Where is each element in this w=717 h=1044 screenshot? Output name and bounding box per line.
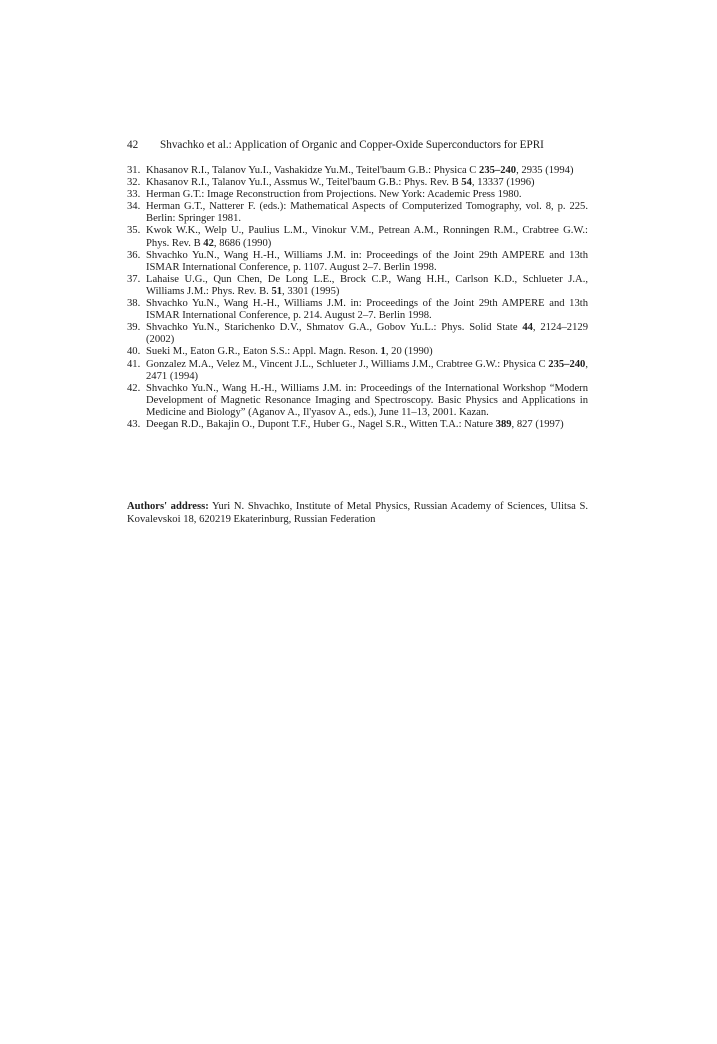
running-title: Shvachko et al.: Application of Organic and Copper-Oxide Superconductors for EPRI xyxy=(160,139,544,151)
reference-volume: 54 xyxy=(461,177,472,189)
reference-number: 41. xyxy=(127,358,141,370)
reference-segment: Lahaise U.G., Qun Chen, De Long L.E., Brock C.P., Wang H.H., Carlson K.D., Schlueter J.A., Williams J.M.: Phys. Rev. B. xyxy=(146,273,588,297)
reference-segment: Shvachko Yu.N., Wang H.-H., Williams J.M. in: Proceedings of the International Workshop “Modern Development of Magnetic Resonance Imaging and Spectroscopy. Basic Physics and Applications in Medicine and Biology” (Aganov A., Il'yasov A., eds.), June 11–13, 2001. Kazan. xyxy=(146,382,588,418)
reference-segment: , 827 (1997) xyxy=(511,418,564,430)
reference-number: 37. xyxy=(127,273,141,285)
reference-item xyxy=(127,189,588,201)
reference-item xyxy=(127,165,588,177)
reference-segment: , 8686 (1990) xyxy=(213,237,272,249)
reference-segment: Shvachko Yu.N., Starichenko D.V., Shmatov G.A., Gobov Yu.L.: Phys. Solid State xyxy=(146,322,523,334)
authors-address-label: Authors' address: xyxy=(127,501,209,512)
reference-text xyxy=(146,359,588,383)
reference-volume: 44 xyxy=(522,322,533,334)
reference-segment: Khasanov R.I., Talanov Yu.I., Vashakidze Yu.M., Teitel'baum G.B.: Physica C xyxy=(146,165,480,176)
reference-segment: , 20 (1990) xyxy=(385,346,433,358)
reference-segment: Herman G.T.: Image Reconstruction from Projections. New York: Academic Press 1980. xyxy=(146,189,522,201)
reference-number: 42. xyxy=(127,382,141,394)
reference-text xyxy=(146,250,588,274)
reference-item xyxy=(127,201,588,225)
reference-number: 33. xyxy=(127,189,141,201)
running-header xyxy=(127,138,597,152)
reference-segment: Shvachko Yu.N., Wang H.-H., Williams J.M. in: Proceedings of the Joint 29th AMPERE and 13th ISMAR International Conference, p. 1107. August 2–7. Berlin 1998. xyxy=(146,249,588,273)
reference-text xyxy=(146,346,588,358)
reference-number: 34. xyxy=(127,201,141,213)
reference-number: 43. xyxy=(127,418,141,430)
reference-number: 32. xyxy=(127,177,141,189)
reference-text xyxy=(146,177,588,189)
reference-volume: 51 xyxy=(271,285,283,297)
reference-volume: 235–240 xyxy=(548,358,586,370)
reference-volume: 235–240 xyxy=(479,165,517,176)
authors-address xyxy=(127,500,588,526)
reference-number: 40. xyxy=(127,346,141,358)
reference-number: 38. xyxy=(127,298,141,310)
reference-text xyxy=(146,298,588,322)
reference-segment: Kwok W.K., Welp U., Paulius L.M., Vinokur V.M., Petrean A.M., Ronningen R.M., Crabtree G.W.: Phys. Rev. B xyxy=(146,225,588,249)
reference-item xyxy=(127,359,588,383)
reference-number: 31. xyxy=(127,165,141,176)
reference-item xyxy=(127,322,588,346)
reference-item xyxy=(127,177,588,189)
reference-item xyxy=(127,383,588,419)
reference-segment: Herman G.T., Natterer F. (eds.): Mathematical Aspects of Computerized Tomography, vol. 8, p. 225. Berlin: Springer 1981. xyxy=(146,201,588,225)
reference-segment: Deegan R.D., Bakajin O., Dupont T.F., Huber G., Nagel S.R., Witten T.A.: Nature xyxy=(146,418,496,430)
reference-text xyxy=(146,322,588,346)
reference-text xyxy=(146,165,588,177)
reference-segment: , 2935 (1994) xyxy=(516,165,574,176)
reference-number: 36. xyxy=(127,249,141,261)
reference-list xyxy=(127,165,588,431)
page-number: 42 xyxy=(127,139,139,151)
authors-address-text: Yuri N. Shvachko, Institute of Metal Physics, Russian Academy of Sciences, Ulitsa S. Kovalevskoi 18, 620219 Ekaterinburg, Russian Federation xyxy=(127,501,588,525)
reference-segment: Gonzalez M.A., Velez M., Vincent J.L., Schlueter J., Williams J.M., Crabtree G.W.: Physica C xyxy=(146,358,549,370)
reference-segment: , 2471 (1994) xyxy=(146,358,588,382)
reference-text xyxy=(146,383,588,419)
reference-item xyxy=(127,419,588,431)
reference-item xyxy=(127,250,588,274)
reference-segment: , 3301 (1995) xyxy=(282,285,340,297)
reference-segment: Shvachko Yu.N., Wang H.-H., Williams J.M. in: Proceedings of the Joint 29th AMPERE and 13th ISMAR International Conference, p. 214. August 2–7. Berlin 1998. xyxy=(146,298,588,322)
reference-text xyxy=(146,274,588,298)
reference-segment: Sueki M., Eaton G.R., Eaton S.S.: Appl. Magn. Reson. xyxy=(146,346,381,358)
reference-item xyxy=(127,274,588,298)
reference-text xyxy=(146,201,588,225)
reference-text xyxy=(146,419,588,431)
reference-volume: 389 xyxy=(495,418,512,430)
reference-segment: , 13337 (1996) xyxy=(471,177,535,189)
reference-item xyxy=(127,225,588,249)
reference-volume: 1 xyxy=(380,346,386,358)
reference-item xyxy=(127,298,588,322)
reference-volume: 42 xyxy=(203,237,214,249)
reference-segment: , 2124–2129 (2002) xyxy=(146,322,588,346)
reference-number: 35. xyxy=(127,225,141,237)
reference-text xyxy=(146,225,588,249)
reference-text xyxy=(146,189,588,201)
reference-segment: Khasanov R.I., Talanov Yu.I., Assmus W., Teitel'baum G.B.: Phys. Rev. B xyxy=(146,177,462,189)
reference-item xyxy=(127,346,588,358)
reference-number: 39. xyxy=(127,322,141,334)
